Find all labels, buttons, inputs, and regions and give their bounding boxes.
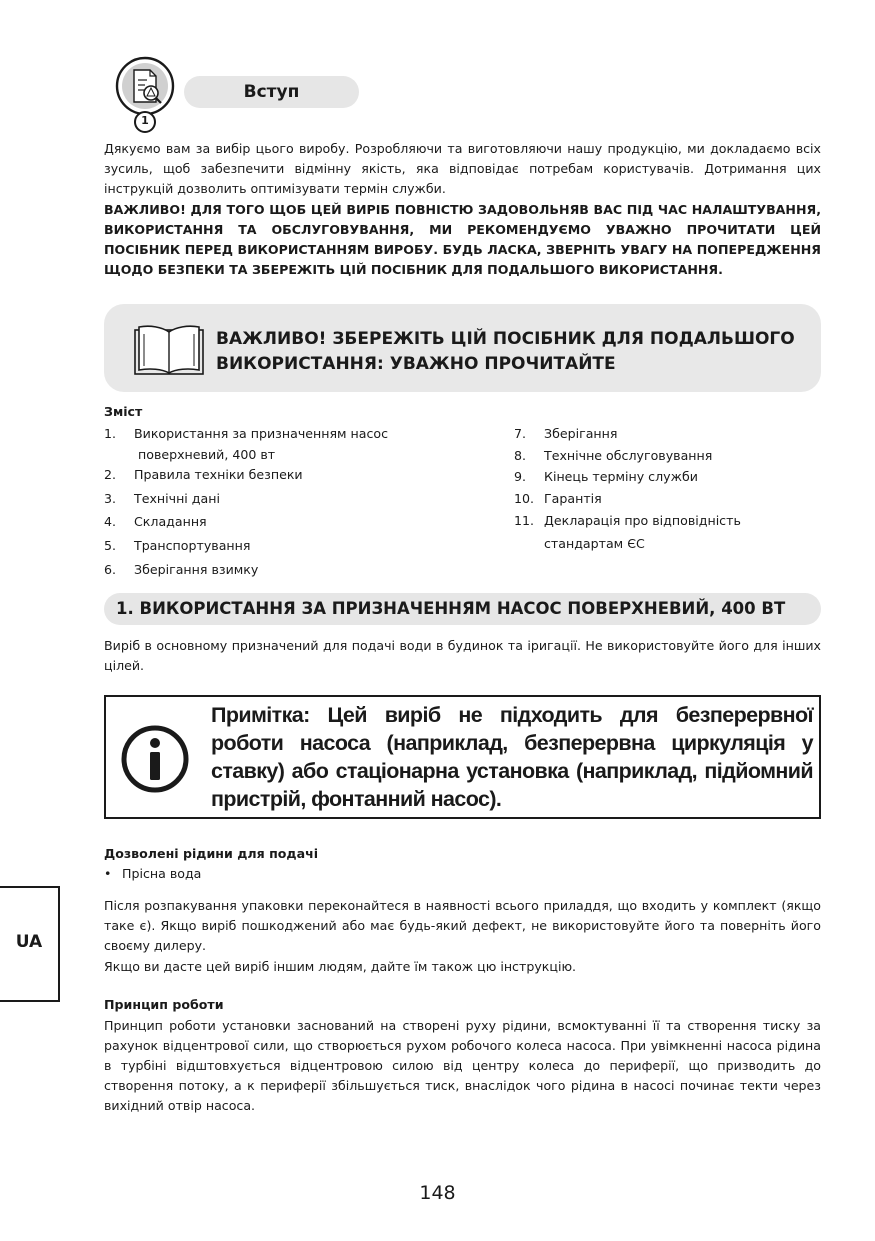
toc-item-label: Правила техніки безпеки: [134, 467, 303, 482]
toc-item-label: Технічні дані: [134, 491, 220, 506]
section-intro-paragraph: Виріб в основному призначений для подачі води в будинок та іригації. Не використовуйте його для інших цілей.: [104, 638, 821, 673]
page-number: 148: [419, 1182, 456, 1204]
info-icon: [120, 724, 190, 794]
note-text: Примітка: Цей виріб не підходить для безперервної роботи насоса (наприклад, безперервна циркуляція у ставку) або стаціонарна установка (наприклад, підйомний пристрій, фонтанний насос).: [211, 703, 813, 811]
toc-item-number: 2.: [104, 467, 117, 482]
toc-item-number: 7.: [514, 426, 527, 441]
principle-paragraph: Принцип роботи установки заснований на створені руху рідини, всмоктуванні її та створення тиску за рахунок відцентрової сили, що створюється рухом робочого колеса насоса. При увімкненні насоса рідина в турбіні відштовхується відцентровою силою від центру колеса до периферії, що призводить до створення потоку, а к периферії збільшується тиск, внаслідок чого рідина в насосі починає текти через вихідний отвір насоса.: [104, 1018, 821, 1113]
step-number: 1: [141, 114, 149, 127]
toc-item-number: 10.: [514, 491, 535, 506]
toc-item-label: Зберігання: [544, 426, 618, 441]
intro-warning: ВАЖЛИВО! ДЛЯ ТОГО ЩОБ ЦЕЙ ВИРІБ ПОВНІСТЮ ЗАДОВОЛЬНЯВ ВАС ПІД ЧАС НАЛАШТУВАННЯ, ВИКОРИСТАННЯ ТА ОБСЛУГОВУВАННЯ, МИ РЕКОМЕНДУЄМО УВАЖНО ПРОЧИТАТИ ЦЕЙ ПОСІБНИК ПЕРЕД ВИКОРИСТАННЯМ ВИРОБУ. БУДЬ ЛАСКА, ЗВЕРНІТЬ УВАГУ НА ПОПЕРЕДЖЕННЯ ЩОДО БЕЗПЕКИ ТА ЗБЕРЕЖІТЬ ЦІЙ ПОСІБНИК ДЛЯ ПОДАЛЬШОГО ВИКОРИСТАННЯ.: [104, 202, 821, 277]
toc-item-11-continuation: стандартам ЄС: [544, 536, 645, 551]
toc-item-number: 6.: [104, 562, 117, 577]
toc-item-number: 3.: [104, 491, 117, 506]
toc-item-label: Використання за призначенням насос: [134, 426, 389, 441]
toc-item-number: 9.: [514, 469, 527, 484]
list-item: [104, 864, 201, 884]
toc-item-label: Зберігання взимку: [134, 562, 259, 577]
bullet-icon: •: [104, 866, 112, 881]
important-notice-line-2: ВИКОРИСТАННЯ: УВАЖНО ПРОЧИТАЙТЕ: [216, 354, 616, 374]
language-label: UA: [15, 932, 43, 952]
toc-item-label: Складання: [134, 514, 207, 529]
toc-item-label: Транспортування: [134, 538, 251, 553]
toc-item-number: 1.: [104, 426, 117, 441]
intro-title: Вступ: [243, 82, 300, 102]
open-book-icon: [134, 324, 204, 376]
toc-item-label: Кінець терміну служби: [544, 469, 698, 484]
unpacking-paragraph: Після розпакування упаковки переконайтеся в наявності всього приладдя, що входить у комплект (якщо таке є). Якщо виріб пошкоджений або має будь-який дефект, не використовуйте його та поверніть його своєму дилеру.: [104, 898, 821, 953]
toc-item-label: Декларація про відповідність: [544, 513, 741, 528]
important-notice-text: [216, 327, 806, 377]
toc-item-label: Гарантія: [544, 491, 602, 506]
fluid-item-label: Прісна вода: [122, 866, 202, 881]
toc-item-number: 5.: [104, 538, 117, 553]
important-notice-line-1: ВАЖЛИВО! ЗБЕРЕЖІТЬ ЦІЙ ПОСІБНИК ДЛЯ ПОДАЛЬШОГО: [216, 329, 795, 349]
toc-item-number: 8.: [514, 448, 527, 463]
toc-item-1-continuation: поверхневий, 400 вт: [138, 447, 276, 462]
toc-item-number: 11.: [514, 513, 535, 528]
section-title: 1. ВИКОРИСТАННЯ ЗА ПРИЗНАЧЕННЯМ НАСОС ПОВЕРХНЕВИЙ, 400 ВТ: [116, 599, 786, 618]
toc-title: Зміст: [104, 404, 143, 419]
fluids-title: Дозволені рідини для подачі: [104, 846, 319, 861]
intro-paragraph: Дякуємо вам за вибір цього виробу. Розробляючи та виготовляючи нашу продукцію, ми докладаємо всіх зусиль, щоб забезпечити відмінну якість, яка відповідає потребам користувачів. Дотримання цих інструкцій дозволить оптимізувати термін служби.: [104, 141, 821, 196]
handover-paragraph: Якщо ви дасте цей виріб іншим людям, дайте їм також цю інструкцію.: [104, 959, 577, 974]
toc-item-number: 4.: [104, 514, 117, 529]
principle-title: Принцип роботи: [104, 997, 224, 1012]
toc-item-label: Технічне обслуговування: [544, 448, 713, 463]
